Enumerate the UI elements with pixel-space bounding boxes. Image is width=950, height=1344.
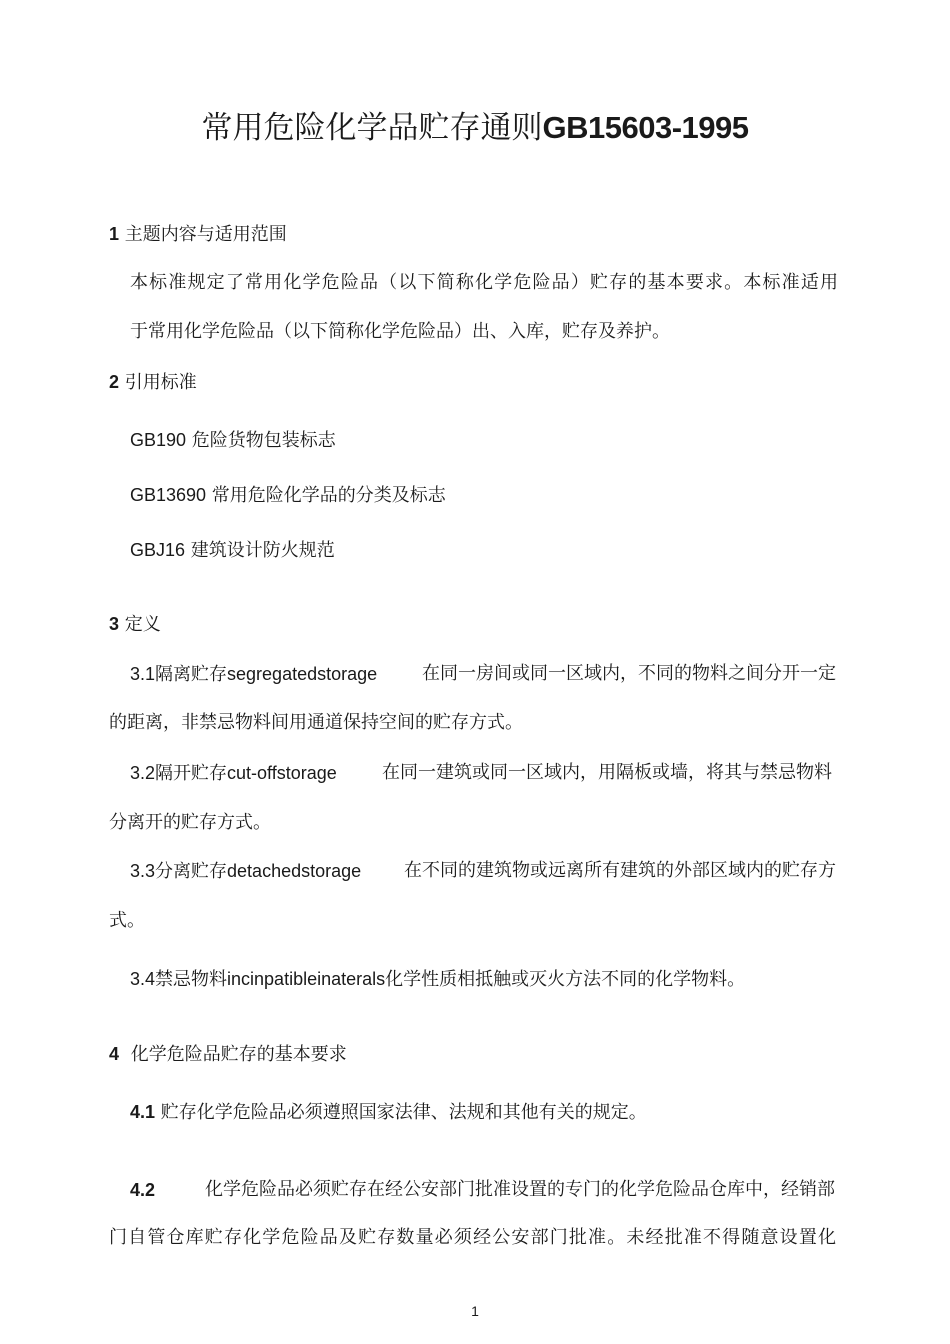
definition-text: 化学性质相抵触或灭火方法不同的化学物料。	[385, 969, 746, 990]
section-3-heading	[109, 611, 161, 638]
section-title: 定义	[124, 614, 161, 635]
definition-text: 在不同的建筑物或远离所有建筑的外部区域内的贮存方	[404, 860, 836, 881]
definition-english-term: segregatedstorage	[227, 664, 378, 684]
definition-text: 在同一房间或同一区域内，不同的物料之间分开一定	[422, 663, 836, 684]
definition-text: 在同一建筑或同一区域内，用隔板或墙，将其与禁忌物料	[382, 762, 832, 783]
definition-number: 3.2	[130, 763, 156, 783]
reference-code: GB13690	[130, 485, 207, 505]
definition-3-4	[130, 966, 745, 993]
reference-title: 建筑设计防火规范	[190, 540, 335, 561]
requirement-4-2	[130, 1177, 835, 1203]
definition-3-1	[130, 661, 836, 688]
definition-number: 3.1	[130, 664, 156, 684]
reference-title: 常用危险化学品的分类及标志	[211, 485, 446, 506]
paragraph-line: 分离开的贮存方式。	[109, 812, 271, 833]
reference-code: GB190	[130, 430, 187, 450]
requirement-number: 4.1	[130, 1102, 156, 1122]
requirement-text: 贮存化学危险品必须遵照国家法律、法规和其他有关的规定。	[160, 1102, 647, 1123]
section-number: 2	[109, 372, 120, 392]
definition-term: 隔开贮存	[155, 763, 228, 784]
section-title: 化学危险品贮存的基本要求	[130, 1044, 347, 1065]
definition-number: 3.4	[130, 969, 156, 989]
paragraph-line: 本标准规定了常用化学危险品（以下简称化学危险品）贮存的基本要求。本标准适用	[130, 272, 838, 293]
definition-term: 禁忌物料	[155, 969, 228, 990]
definition-english-term: incinpatibleinaterals	[227, 969, 386, 989]
title-standard-code: GB15603-1995	[542, 110, 749, 145]
reference-code: GBJ16	[130, 540, 186, 560]
definition-english-term: cut-offstorage	[227, 763, 337, 783]
definition-term: 隔离贮存	[155, 664, 228, 685]
reference-item	[130, 427, 336, 454]
section-1-heading	[109, 221, 287, 248]
section-4-heading	[109, 1041, 347, 1068]
requirement-text: 化学危险品必须贮存在经公安部门批准设置的专门的化学危险品仓库中，经销部	[205, 1179, 835, 1200]
requirement-4-1	[130, 1099, 647, 1126]
title-chinese: 常用危险化学品贮存通则	[201, 110, 543, 146]
page-number: 1	[471, 1303, 479, 1319]
section-2-heading	[109, 369, 197, 396]
section-number: 4	[109, 1044, 120, 1064]
requirement-number: 4.2	[130, 1180, 156, 1200]
definition-3-3	[130, 858, 836, 885]
paragraph-line: 于常用化学危险品（以下简称化学危险品）出、入库，贮存及养护。	[130, 321, 670, 342]
document-title	[0, 106, 950, 150]
reference-item	[130, 537, 335, 564]
definition-3-2	[130, 760, 832, 787]
reference-title: 危险货物包装标志	[191, 430, 336, 451]
definition-number: 3.3	[130, 861, 156, 881]
section-title: 主题内容与适用范围	[124, 224, 287, 245]
section-title: 引用标准	[124, 372, 197, 393]
paragraph-line: 门自管仓库贮存化学危险品及贮存数量必须经公安部门批准。未经批准不得随意设置化	[109, 1227, 836, 1248]
section-number: 3	[109, 614, 120, 634]
definition-term: 分离贮存	[155, 861, 228, 882]
paragraph-line: 式。	[109, 910, 145, 931]
section-number: 1	[109, 224, 120, 244]
paragraph-line: 的距离，非禁忌物料间用通道保持空间的贮存方式。	[109, 712, 523, 733]
definition-english-term: detachedstorage	[227, 861, 362, 881]
reference-item	[130, 482, 446, 509]
